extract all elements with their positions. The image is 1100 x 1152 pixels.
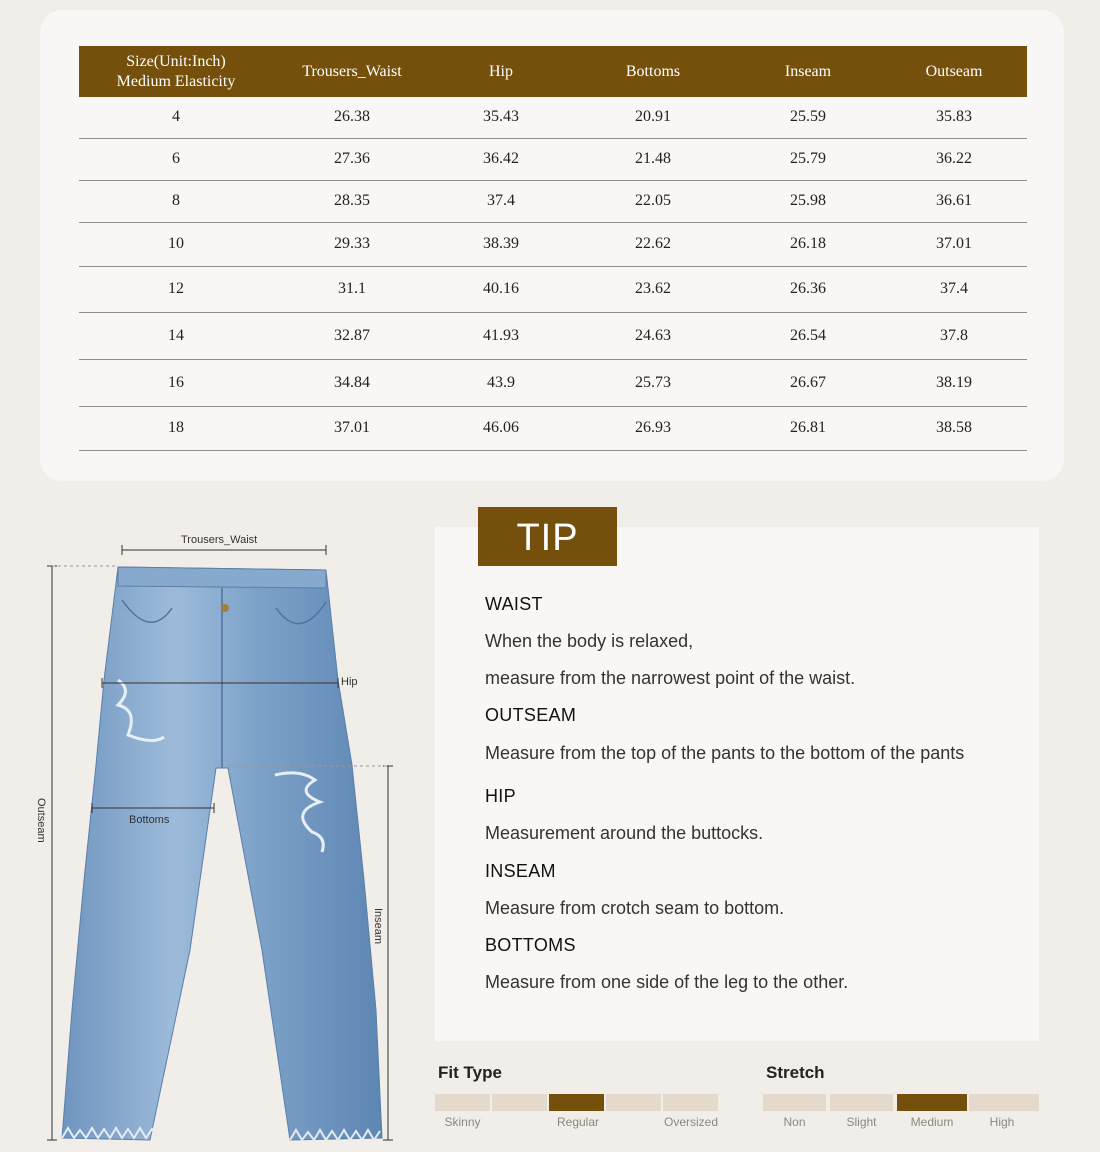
table-cell: 22.05 xyxy=(571,180,735,222)
table-cell: 25.59 xyxy=(735,97,881,138)
table-cell: 37.4 xyxy=(881,266,1027,312)
table-cell: 26.67 xyxy=(735,359,881,406)
stretch-segment-slight xyxy=(830,1094,893,1111)
size-cell: 6 xyxy=(79,138,273,180)
fit-label-regular: Regular xyxy=(556,1115,600,1129)
size-cell: 8 xyxy=(79,180,273,222)
table-cell: 41.93 xyxy=(431,312,571,359)
size-cell: 12 xyxy=(79,266,273,312)
size-unit-label: Size(Unit:Inch) xyxy=(126,52,226,70)
stretch-segment-high xyxy=(969,1094,1039,1111)
table-cell: 34.84 xyxy=(273,359,431,406)
outseam-label: Outseam xyxy=(35,798,47,843)
table-cell: 25.98 xyxy=(735,180,881,222)
table-cell: 25.79 xyxy=(735,138,881,180)
hip-label: Hip xyxy=(341,676,358,688)
waist-description-2: measure from the narrowest point of the waist. xyxy=(485,668,856,688)
table-cell: 24.63 xyxy=(571,312,735,359)
waist-heading: WAIST xyxy=(485,594,543,614)
jeans-measurement-diagram xyxy=(0,490,420,1152)
table-cell: 26.54 xyxy=(735,312,881,359)
column-header: Hip xyxy=(431,46,571,97)
table-row xyxy=(79,266,1027,312)
button-icon xyxy=(221,604,229,612)
table-cell: 22.62 xyxy=(571,222,735,266)
table-cell: 28.35 xyxy=(273,180,431,222)
table-cell: 37.01 xyxy=(273,406,431,450)
fit-segment-skinny-regular xyxy=(492,1094,547,1111)
hip-heading: HIP xyxy=(485,786,516,806)
table-row xyxy=(79,180,1027,222)
table-cell: 21.48 xyxy=(571,138,735,180)
table-row xyxy=(79,312,1027,359)
size-cell: 10 xyxy=(79,222,273,266)
tip-badge: TIP xyxy=(478,507,617,566)
table-row xyxy=(79,406,1027,450)
bottoms-description: Measure from one side of the leg to the other. xyxy=(485,972,849,992)
table-cell: 26.36 xyxy=(735,266,881,312)
jeans-illustration xyxy=(0,490,420,1152)
table-cell: 46.06 xyxy=(431,406,571,450)
stretch-label-medium: Medium xyxy=(910,1115,954,1129)
column-header: Trousers_Waist xyxy=(273,46,431,97)
fit-type-title: Fit Type xyxy=(438,1063,502,1082)
table-cell: 36.42 xyxy=(431,138,571,180)
table-cell: 23.62 xyxy=(571,266,735,312)
table-cell: 25.73 xyxy=(571,359,735,406)
table-cell: 37.4 xyxy=(431,180,571,222)
size-chart-header xyxy=(79,46,1027,97)
table-cell: 20.91 xyxy=(571,97,735,138)
inseam-label: Inseam xyxy=(372,908,384,945)
stretch-title: Stretch xyxy=(766,1063,825,1082)
stretch-label-non: Non xyxy=(783,1115,806,1129)
table-row xyxy=(79,359,1027,406)
size-chart-body xyxy=(79,97,1027,450)
stretch-label-slight: Slight xyxy=(846,1115,877,1129)
elasticity-label: Medium Elasticity xyxy=(116,72,236,90)
table-cell: 36.22 xyxy=(881,138,1027,180)
bottoms-heading: BOTTOMS xyxy=(485,935,576,955)
fit-segment-oversized xyxy=(663,1094,718,1111)
fit-label-oversized: Oversized xyxy=(663,1115,719,1129)
table-cell: 43.9 xyxy=(431,359,571,406)
size-cell: 18 xyxy=(79,406,273,450)
table-cell: 35.83 xyxy=(881,97,1027,138)
table-cell: 35.43 xyxy=(431,97,571,138)
outseam-heading: OUTSEAM xyxy=(485,705,577,725)
table-cell: 40.16 xyxy=(431,266,571,312)
bottoms-label: Bottoms xyxy=(129,814,170,826)
table-cell: 37.01 xyxy=(881,222,1027,266)
table-cell: 37.8 xyxy=(881,312,1027,359)
size-cell: 14 xyxy=(79,312,273,359)
table-cell: 26.93 xyxy=(571,406,735,450)
table-cell: 31.1 xyxy=(273,266,431,312)
table-row xyxy=(79,138,1027,180)
size-column-header xyxy=(79,46,273,97)
stretch-label-high: High xyxy=(989,1115,1015,1129)
size-chart-card xyxy=(40,10,1064,481)
table-cell: 38.19 xyxy=(881,359,1027,406)
outseam-description: Measure from the top of the pants to the bottom of the pants xyxy=(485,743,965,763)
table-cell: 29.33 xyxy=(273,222,431,266)
column-header: Outseam xyxy=(881,46,1027,97)
table-cell: 32.87 xyxy=(273,312,431,359)
table-cell: 38.39 xyxy=(431,222,571,266)
size-chart-table xyxy=(79,46,1027,451)
hip-description: Measurement around the buttocks. xyxy=(485,823,764,843)
table-cell: 26.81 xyxy=(735,406,881,450)
table-cell: 38.58 xyxy=(881,406,1027,450)
table-cell: 26.18 xyxy=(735,222,881,266)
inseam-description: Measure from crotch seam to bottom. xyxy=(485,898,785,918)
size-cell: 16 xyxy=(79,359,273,406)
waist-description-1: When the body is relaxed, xyxy=(485,631,694,651)
fit-segment-regular-oversized xyxy=(606,1094,661,1111)
inseam-heading: INSEAM xyxy=(485,861,556,881)
size-cell: 4 xyxy=(79,97,273,138)
fit-label-skinny: Skinny xyxy=(444,1115,481,1129)
column-header: Inseam xyxy=(735,46,881,97)
table-row xyxy=(79,222,1027,266)
table-row xyxy=(79,97,1027,138)
fit-segment-regular xyxy=(549,1094,604,1111)
stretch-segment-medium xyxy=(897,1094,967,1111)
fit-segment-skinny xyxy=(435,1094,490,1111)
table-cell: 27.36 xyxy=(273,138,431,180)
table-cell: 26.38 xyxy=(273,97,431,138)
table-cell: 36.61 xyxy=(881,180,1027,222)
stretch-segment-non xyxy=(763,1094,826,1111)
column-header: Bottoms xyxy=(571,46,735,97)
waist-label: Trousers_Waist xyxy=(181,534,258,546)
waistband xyxy=(118,567,326,588)
